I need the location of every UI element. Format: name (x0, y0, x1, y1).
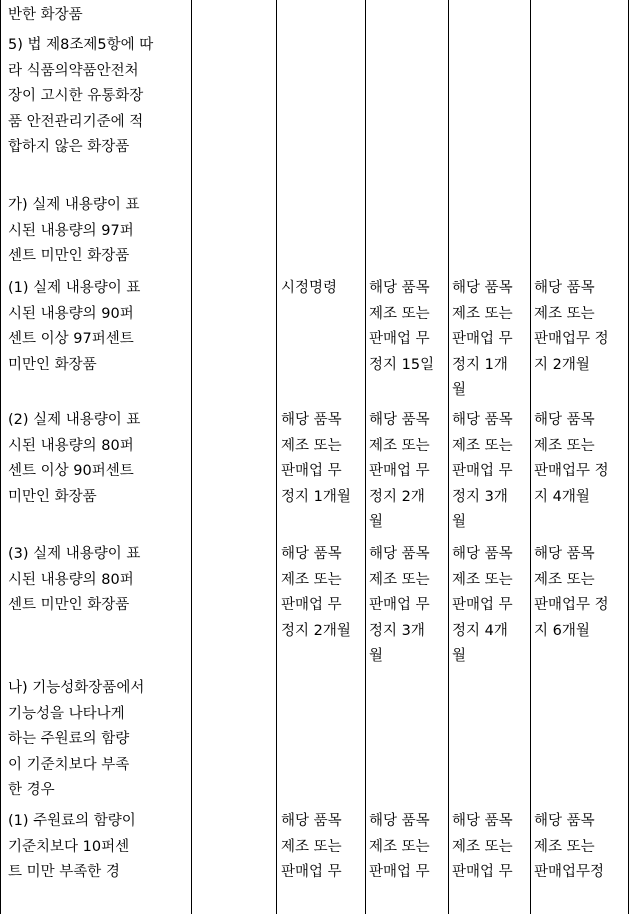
penalty-first: 해당 품목 제조 또는 판매업 무 정지 1개월 (281, 412, 351, 505)
penalty-second: 해당 품목 제조 또는 판매업 무 (369, 813, 430, 880)
penalty-first: 해당 품목 제조 또는 판매업 무 (281, 813, 342, 880)
penalty-third: 해당 품목 제조 또는 판매업 무 정지 4개 월 (452, 546, 513, 664)
penalty-third: 해당 품목 제조 또는 판매업 무 정지 1개 월 (452, 280, 513, 398)
column-divider-3 (365, 0, 366, 914)
violation-item-ga: 가) 실제 내용량이 표 시된 내용량의 97퍼 센트 미만인 화장품 (8, 197, 140, 264)
penalty-second: 해당 품목 제조 또는 판매업 무 정지 3개 월 (369, 546, 430, 664)
table-border-left (0, 0, 1, 914)
violation-item-2: (2) 실제 내용량이 표 시된 내용량의 80퍼 센트 이상 90퍼센트 미만인 화장품 (8, 412, 141, 505)
penalty-third: 해당 품목 제조 또는 판매업 무 (452, 813, 513, 880)
column-divider-1 (191, 0, 192, 914)
violation-item-na: 나) 기능성화장품에서 기능성을 나타나게 하는 주원료의 함량 이 기준치보다 부족 한 경우 (8, 680, 145, 798)
penalty-fourth: 해당 품목 제조 또는 판매업무 정 지 4개월 (534, 412, 609, 505)
penalty-fourth: 해당 품목 제조 또는 판매업무정 (534, 813, 605, 880)
column-divider-4 (448, 0, 449, 914)
penalty-third: 해당 품목 제조 또는 판매업 무 정지 3개 월 (452, 412, 513, 530)
violation-item-1: (1) 실제 내용량이 표 시된 내용량의 90퍼 센트 이상 97퍼센트 미만인 화장품 (8, 280, 141, 373)
column-divider-2 (276, 0, 277, 914)
violation-item-3: (3) 실제 내용량이 표 시된 내용량의 80퍼 센트 미만인 화장품 (8, 546, 141, 613)
penalty-second: 해당 품목 제조 또는 판매업 무 정지 2개 월 (369, 412, 430, 530)
penalty-first: 시정명령 (281, 280, 338, 296)
penalty-first: 해당 품목 제조 또는 판매업 무 정지 2개월 (281, 546, 351, 639)
violation-item-5: 5) 법 제8조제5항에 따 라 식품의약품안전처 장이 고시한 유통화장 품 안전관리기준에 적 합하지 않은 화장품 (8, 37, 154, 155)
penalty-fourth: 해당 품목 제조 또는 판매업무 정 지 2개월 (534, 280, 609, 373)
violation-item-cont: 반한 화장품 (8, 7, 83, 23)
violation-item-na-1: (1) 주원료의 함량이 기준치보다 10퍼센 트 미만 부족한 경 (8, 813, 136, 880)
column-divider-5 (530, 0, 531, 914)
penalty-second: 해당 품목 제조 또는 판매업 무 정지 15일 (369, 280, 435, 373)
penalty-fourth: 해당 품목 제조 또는 판매업무 정 지 6개월 (534, 546, 609, 639)
